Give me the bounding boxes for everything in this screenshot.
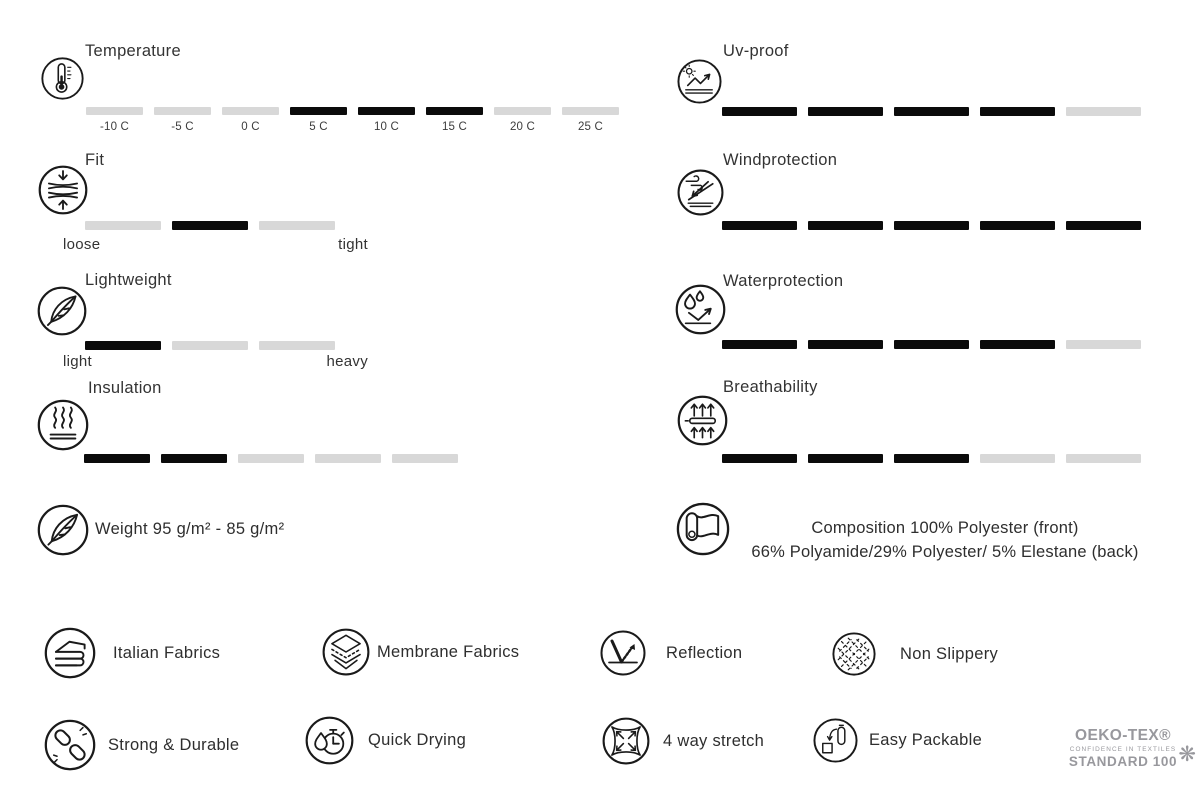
- rating-bar-empty: [86, 107, 143, 115]
- rating-bar-empty: [172, 341, 248, 350]
- thermometer-icon: [40, 56, 85, 101]
- composition-line-1: Composition 100% Polyester (front): [811, 519, 1079, 537]
- rating-bar-filled: [1066, 221, 1141, 230]
- feature-label: Reflection: [666, 643, 743, 662]
- non-slippery-icon: [831, 631, 877, 677]
- rating-bar-filled: [808, 221, 883, 230]
- feather-icon: [36, 503, 90, 557]
- water-protection-icon: [674, 283, 727, 336]
- oeko-tex-badge: [1058, 727, 1196, 769]
- feature-label: Non Slippery: [900, 644, 999, 663]
- rating-bar-filled: [980, 107, 1055, 116]
- lightweight-endpoint-labels: [63, 353, 368, 370]
- rating-bar-filled: [85, 341, 161, 350]
- membrane-fabrics-icon: [321, 627, 371, 677]
- rating-bar-filled: [722, 340, 797, 349]
- feature-reflection: [599, 629, 742, 677]
- rating-bar-filled: [172, 221, 248, 230]
- feature-label: Easy Packable: [869, 731, 983, 749]
- rating-bar-filled: [894, 107, 969, 116]
- easy-packable-icon: [812, 717, 859, 764]
- quick-drying-icon: [304, 715, 355, 766]
- rating-bar-filled: [290, 107, 347, 115]
- oeko-tex-brand: OEKO-TEX®: [1075, 727, 1171, 744]
- fit-title: Fit: [85, 151, 105, 169]
- composition-line-2: 66% Polyamide/29% Polyester/ 5% Elestane (back): [751, 542, 1139, 561]
- breathability-icon: [676, 394, 729, 447]
- rating-bar-filled: [808, 454, 883, 463]
- lightweight-max-label: heavy: [326, 353, 368, 370]
- rating-bar-filled: [894, 340, 969, 349]
- feature-strong-durable: [43, 718, 239, 772]
- rating-bar-filled: [161, 454, 227, 463]
- feature-easy-packable: [812, 717, 982, 764]
- oeko-tex-tagline: CONFIDENCE IN TEXTILES: [1069, 746, 1177, 753]
- feature-label: Quick Drying: [368, 731, 467, 749]
- temperature-title: Temperature: [85, 42, 181, 60]
- rating-bar-empty: [315, 454, 381, 463]
- fit-endpoint-labels: [63, 236, 368, 253]
- feature-membrane-fabrics: [321, 627, 519, 677]
- feature-label: Membrane Fabrics: [377, 642, 520, 661]
- rating-bar-empty: [1066, 107, 1141, 116]
- four-way-stretch-icon: [601, 716, 651, 766]
- feature-label: Strong & Durable: [108, 735, 240, 754]
- tick-label: 15 C: [441, 121, 468, 133]
- feather-icon: [36, 285, 88, 337]
- tick-label: -10 C: [99, 121, 130, 133]
- rating-bar-empty: [494, 107, 551, 115]
- temperature-rating-bars: [86, 107, 619, 115]
- oeko-tex-flower-icon: ❋: [1178, 743, 1196, 766]
- rating-bar-empty: [154, 107, 211, 115]
- compress-fit-icon: [37, 164, 89, 216]
- rating-bar-filled: [426, 107, 483, 115]
- rating-bar-empty: [392, 454, 458, 463]
- rating-bar-empty: [1066, 340, 1141, 349]
- rating-bar-filled: [722, 454, 797, 463]
- rating-bar-filled: [358, 107, 415, 115]
- tick-label: 25 C: [577, 121, 604, 133]
- rating-bar-filled: [808, 340, 883, 349]
- breathability-rating-bars: [722, 454, 1141, 463]
- rating-bar-filled: [894, 454, 969, 463]
- rating-bar-empty: [980, 454, 1055, 463]
- rating-bar-empty: [259, 221, 335, 230]
- composition-text: [700, 517, 1190, 564]
- rating-bar-empty: [1066, 454, 1141, 463]
- weight-text: Weight 95 g/m² - 85 g/m²: [95, 520, 285, 538]
- feature-label: Italian Fabrics: [113, 643, 221, 662]
- uv-proof-rating-bars: [722, 107, 1141, 116]
- breathability-title: Breathability: [723, 378, 818, 396]
- feature-4-way-stretch: [601, 716, 764, 766]
- tick-label: 10 C: [373, 121, 400, 133]
- rating-bar-filled: [722, 107, 797, 116]
- rating-bar-empty: [259, 341, 335, 350]
- rating-bar-filled: [894, 221, 969, 230]
- uv-proof-title: Uv-proof: [723, 42, 789, 60]
- feature-quick-drying: [304, 715, 466, 766]
- insulation-rating-bars: [84, 454, 458, 463]
- fit-rating-bars: [85, 221, 335, 230]
- fit-max-label: tight: [338, 236, 368, 253]
- reflection-icon: [599, 629, 647, 677]
- rating-bar-empty: [562, 107, 619, 115]
- rating-bar-filled: [980, 340, 1055, 349]
- heat-insulation-icon: [36, 398, 90, 452]
- rating-bar-empty: [222, 107, 279, 115]
- rating-bar-filled: [722, 221, 797, 230]
- waterprotection-title: Waterprotection: [723, 272, 844, 290]
- tick-label: 20 C: [509, 121, 536, 133]
- lightweight-min-label: light: [63, 353, 93, 370]
- feature-label: 4 way stretch: [663, 731, 765, 750]
- windprotection-rating-bars: [722, 221, 1141, 230]
- feature-non-slippery: [831, 631, 998, 677]
- rating-bar-empty: [238, 454, 304, 463]
- wind-protection-icon: [676, 168, 725, 217]
- temperature-tick-labels: [86, 121, 619, 133]
- italian-fabrics-icon: [43, 626, 97, 680]
- windprotection-title: Windprotection: [723, 151, 838, 169]
- fit-min-label: loose: [63, 236, 101, 253]
- feature-italian-fabrics: [43, 626, 220, 680]
- lightweight-title: Lightweight: [85, 271, 172, 289]
- tick-label: 0 C: [241, 121, 260, 133]
- waterprotection-rating-bars: [722, 340, 1141, 349]
- oeko-tex-standard: STANDARD 100: [1068, 754, 1178, 769]
- rating-bar-filled: [808, 107, 883, 116]
- tick-label: 5 C: [309, 121, 328, 133]
- tick-label: -5 C: [171, 121, 194, 133]
- lightweight-rating-bars: [85, 341, 335, 350]
- insulation-title: Insulation: [88, 379, 162, 397]
- chain-strong-durable-icon: [43, 718, 97, 772]
- rating-bar-filled: [980, 221, 1055, 230]
- uv-proof-icon: [676, 58, 723, 105]
- rating-bar-filled: [84, 454, 150, 463]
- rating-bar-empty: [85, 221, 161, 230]
